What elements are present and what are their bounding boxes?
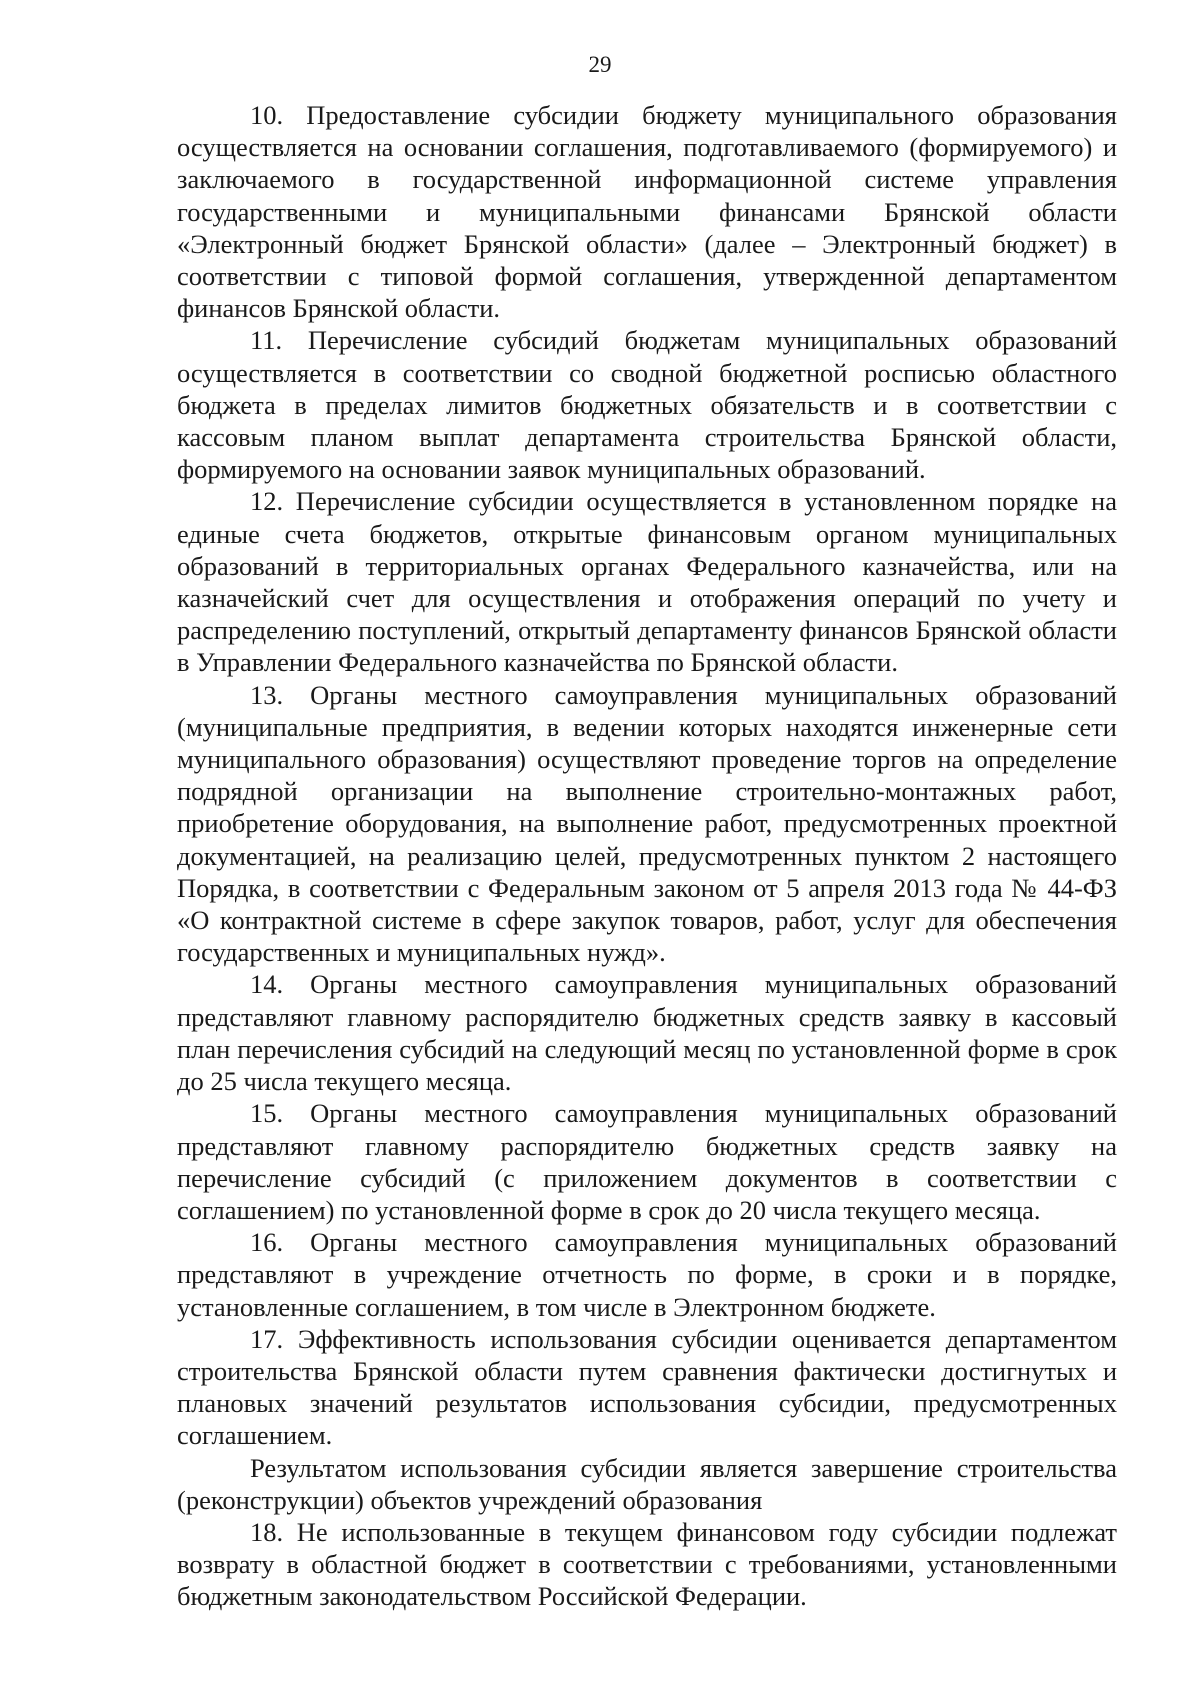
document-body: [177, 99, 1117, 1613]
paragraph-16: 16. Органы местного самоуправления муниципальных образований представляют в учреждение отчетность по форме, в сроки и в порядке, установленные соглашением, в том числе в Электронном бюджете.: [177, 1227, 1117, 1322]
paragraph-18: 18. Не использованные в текущем финансовом году субсидии подлежат возврату в областной бюджет в соответствии с требованиями, установленными бюджетным законодательством Российской Федерации.: [177, 1516, 1117, 1612]
paragraph-17-result: Результатом использования субсидии является завершение строительства (реконструкции) объектов учреждений образования: [177, 1452, 1117, 1515]
paragraph-14: 14. Органы местного самоуправления муниципальных образований представляют главному распорядителю бюджетных средств заявку в кассовый план перечисления субсидий на следующий месяц по установленной форме в срок до 25 числа текущего месяца.: [177, 969, 1117, 1097]
paragraph-11: 11. Перечисление субсидий бюджетам муниципальных образований осуществляется в соответствии со сводной бюджетной росписью областного бюджета в пределах лимитов бюджетных обязательств и в соответствии с кассовым планом выплат департамента строительства Брянской области, формируемого на основании заявок муниципальных образований.: [177, 325, 1117, 485]
paragraph-17: 17. Эффективность использования субсидии оценивается департаментом строительства Брянской области путем сравнения фактически достигнутых и плановых значений результатов использования субсидии, предусмотренных соглашением.: [177, 1323, 1117, 1451]
paragraph-12: 12. Перечисление субсидии осуществляется в установленном порядке на единые счета бюджетов, открытые финансовым органом муниципальных образований в территориальных органах Федерального казначейства, или на казначейский счет для осуществления и отображения операций по учету и распределению поступлений, открытый департаменту финансов Брянской области в Управлении Федерального казначейства по Брянской области.: [177, 486, 1117, 678]
paragraph-13: 13. Органы местного самоуправления муниципальных образований (муниципальные предприятия, в ведении которых находятся инженерные сети муниципального образования) осуществляют проведение торгов на определение подрядной организации на выполнение строительно-монтажных работ, приобретение оборудования, на выполнение работ, предусмотренных проектной документацией, на реализацию целей, предусмотренных пунктом 2 настоящего Порядка, в соответствии с Федеральным законом от 5 апреля 2013 года № 44-ФЗ «О контрактной системе в сфере закупок товаров, работ, услуг для обеспечения государственных и муниципальных нужд».: [177, 679, 1117, 968]
paragraph-15: 15. Органы местного самоуправления муниципальных образований представляют главному распорядителю бюджетных средств заявку на перечисление субсидий (с приложением документов в соответствии с соглашением) по установленной форме в срок до 20 числа текущего месяца.: [177, 1098, 1117, 1225]
page-number: 29: [588, 52, 612, 77]
paragraph-10: 10. Предоставление субсидии бюджету муниципального образования осуществляется на основании соглашения, подготавливаемого (формируемого) и заключаемого в государственной информационной системе управления государственными и муниципальными финансами Брянской области «Электронный бюджет Брянской области» (далее – Электронный бюджет) в соответствии с типовой формой соглашения, утвержденной департаментом финансов Брянской области.: [177, 100, 1117, 324]
